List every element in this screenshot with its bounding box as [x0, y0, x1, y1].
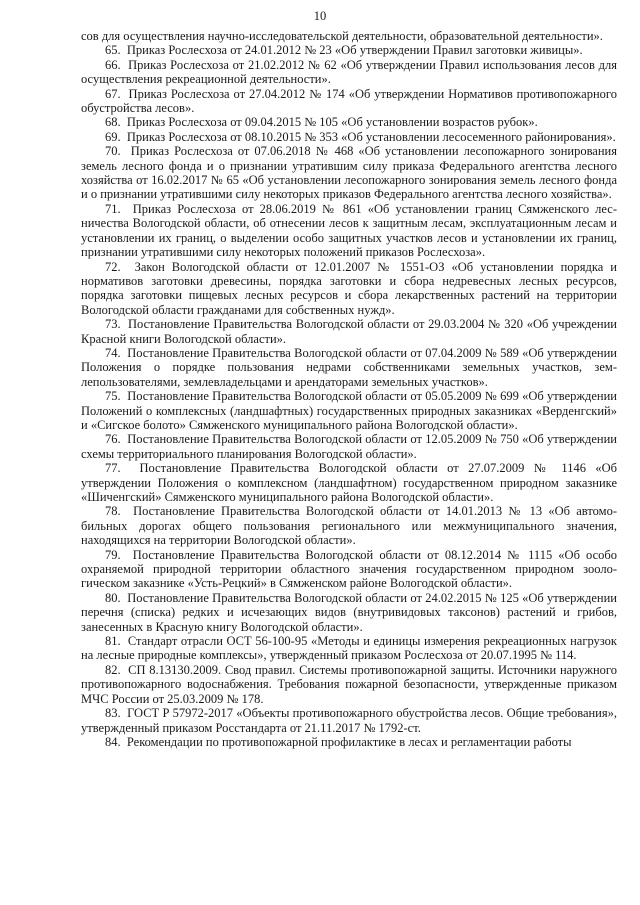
list-item-81: 81. Стандарт отрасли ОСТ 56-100-95 «Методы и единицы измерения рекреационных нагрузок на лесные природные комплексы», утвержденный приказом Рослесхоза от 20.07.1995 № 114. [81, 634, 617, 663]
list-item-76: 76. Постановление Правительства Вологодской области от 12.05.2009 № 750 «Об утверждении схемы территориального планирования Вологодской области». [81, 432, 617, 461]
list-item-70: 70. Приказ Рослесхоза от 07.06.2018 № 468 «Об установлении лесопожарного зонирования земель лесного фонда и о признании утратившим силу приказа Федерального агентства лесного хозяйства от 16.02.2017 № 65 «Об установлении лесопожарного зонирования земель лесного фонда и о признании утратившими силу некоторых приказов Федерального агентства лесного хозяйства». [81, 144, 617, 202]
list-item-73: 73. Постановление Правительства Вологодской области от 29.03.2004 № 320 «Об учреждении Красной книги Вологодской области». [81, 317, 617, 346]
list-item-67: 67. Приказ Рослесхоза от 27.04.2012 № 174 «Об утверждении Нормативов противопожарного обустройства лесов». [81, 86, 617, 116]
list-item-82: 82. СП 8.13130.2009. Свод правил. Системы противопожарной защиты. Источники наружного противопожарного водоснабжения. Требования пожарной безопасности, утвержденные приказом МЧС России от 25.03.2009 № 178. [81, 662, 617, 706]
document-body [81, 29, 617, 749]
list-item-69: 69. Приказ Рослесхоза от 08.10.2015 № 353 «Об установлении лесосеменного районирования». [105, 129, 616, 144]
list-item-79: 79. Постановление Правительства Вологодской области от 08.12.2014 № 1115 «Об особо охраняемой природной территории областного значения государственном природном зоологическом заказнике «Усть-Рецкий» в Сямженском районе Вологодской области». [81, 547, 617, 591]
list-item-77: 77. Постановление Правительства Вологодской области от 27.07.2009 № 1146 «Об утверждении Положения о комплексном (ландшафтном) государственном природном заказнике «Шиченгский» Сямженского муниципального района Вологодской области». [81, 461, 617, 504]
list-item-68: 68. Приказ Рослесхоза от 09.04.2015 № 105 «Об установлении возрастов рубок». [105, 115, 538, 130]
list-item-continuation: сов для осуществления научно-исследовательской деятельности, образовательной деятельности». [81, 29, 603, 43]
list-item-78: 78. Постановление Правительства Вологодской области от 14.01.2013 № 13 «Об автомобильных дорогах общего пользования регионального или межмуниципального значения, находящихся на территории Вологодской области». [81, 504, 617, 548]
list-item-84: 84. Рекомендации по противопожарной профилактике в лесах и регламентации работы [105, 734, 572, 749]
list-item-72: 72. Закон Вологодской области от 12.01.2007 № 1551-ОЗ «Об установлении порядка и нормативов заготовки древесины, порядка заготовки и сбора недревесных лесных ресурсов, порядка заготовки пищевых лесных ресурсов и сбора лекарственных растений на территории Вологодской области гражданами для собственных нужд». [81, 259, 617, 317]
list-item-66: 66. Приказ Рослесхоза от 21.02.2012 № 62 «Об утверждении Правил использования лесов для осуществления рекреационной деятельности». [81, 57, 617, 87]
list-item-80: 80. Постановление Правительства Вологодской области от 24.02.2015 № 125 «Об утверждении перечня (списка) редких и исчезающих видов (внутривидовых таксонов) растений и грибов, занесенных в Красную книгу Вологодской области». [81, 590, 617, 634]
list-item-71: 71. Приказ Рослесхоза от 28.06.2019 № 861 «Об установлении границ Сямженского лесничества Вологодской области, об отнесении лесов к защитным лесам, эксплуатационным лесам и установлении их границ, о выделении особо защитных участков лесов и установлении их границ, признании утратившими силу некоторых положений приказов Рослесхоза». [81, 201, 617, 260]
list-item-65: 65. Приказ Рослесхоза от 24.01.2012 № 23 «Об утверждении Правил заготовки живицы». [105, 43, 583, 58]
page-number: 10 [313, 9, 327, 23]
list-item-83: 83. ГОСТ Р 57972-2017 «Объекты противопожарного обустройства лесов. Общие требования», утвержденный приказом Росстандарта от 21.11.2017 № 1792-ст. [81, 706, 617, 735]
list-item-74: 74. Постановление Правительства Вологодской области от 07.04.2009 № 589 «Об утверждении Положения о порядке пользования недрами собственниками земельных участков, землепользователями, землевладельцами и арендаторами земельных участков». [81, 345, 617, 389]
list-item-75: 75. Постановление Правительства Вологодской области от 05.05.2009 № 699 «Об утверждении Положений о комплексных (ландшафтных) государственных природных заказниках «Верденгский» и «Сигское болото» Сямженского муниципального района Вологодской области». [81, 389, 617, 432]
